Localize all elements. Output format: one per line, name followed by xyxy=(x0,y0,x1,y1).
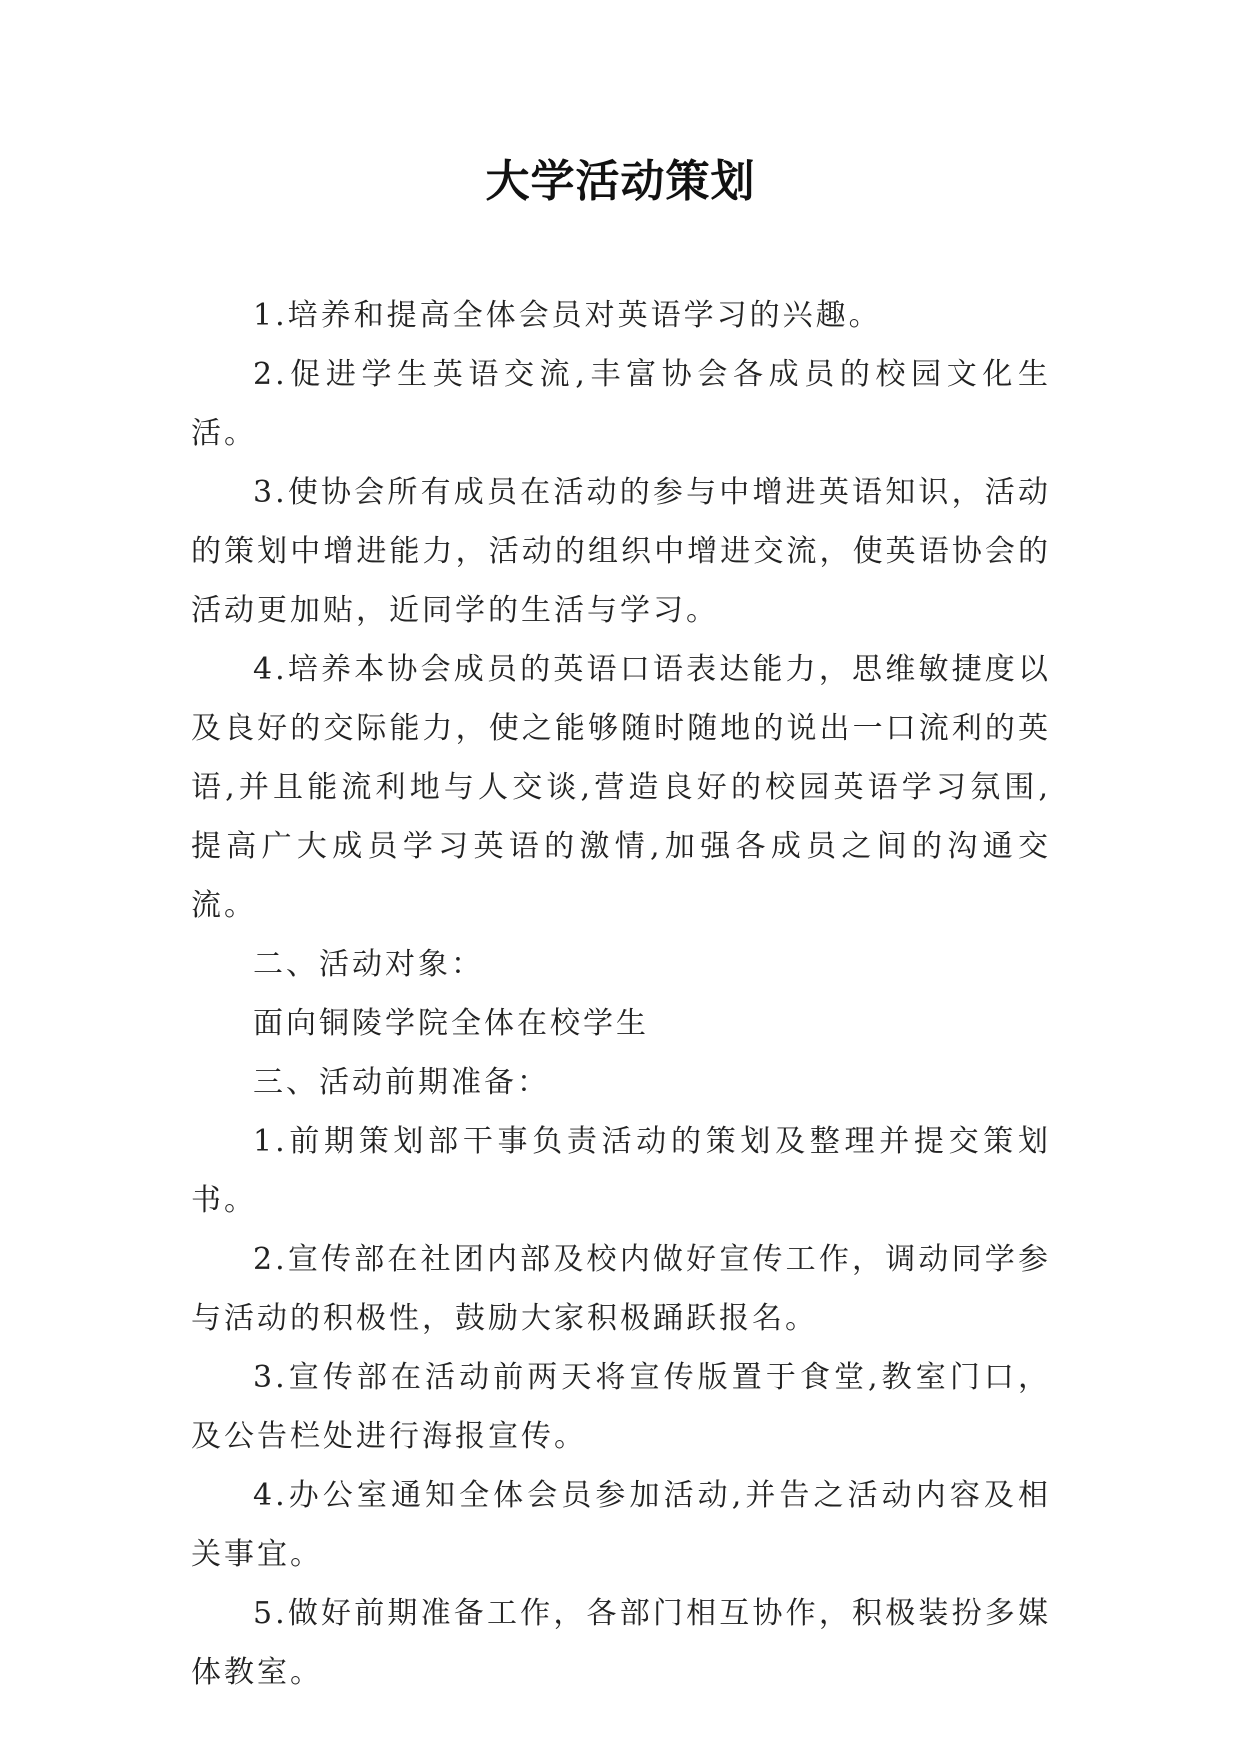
paragraph-goal-1: 1.培养和提高全体会员对英语学习的兴趣。 xyxy=(253,298,882,333)
paragraph-prep-5: 5.做好前期准备工作，各部门相互协作，积极装扮多媒体教室。 xyxy=(191,1596,1051,1690)
paragraph-goal-2: 2.促进学生英语交流,丰富协会各成员的校园文化生活。 xyxy=(191,357,1051,451)
paragraph-goal-4: 4.培养本协会成员的英语口语表达能力，思维敏捷度以及良好的交际能力，使之能够随时随地的说出一口流利的英语,并且能流利地与人交谈,营造良好的校园英语学习氛围,提高广大成员学习英语的激情,加强各成员之间的沟通交流。 xyxy=(191,652,1051,923)
section-heading-preparation: 三、活动前期准备： xyxy=(253,1065,550,1100)
section-heading-target: 二、活动对象： xyxy=(253,947,484,982)
document-body xyxy=(191,286,1051,1702)
paragraph-goal-3: 3.使协会所有成员在活动的参与中增进英语知识，活动的策划中增进能力，活动的组织中增进交流，使英语协会的活动更加贴，近同学的生活与学习。 xyxy=(191,475,1051,628)
paragraph-prep-2: 2.宣传部在社团内部及校内做好宣传工作，调动同学参与活动的积极性，鼓励大家积极踊跃报名。 xyxy=(191,1242,1051,1336)
paragraph-prep-1: 1.前期策划部干事负责活动的策划及整理并提交策划书。 xyxy=(191,1124,1051,1218)
paragraph-prep-4: 4.办公室通知全体会员参加活动,并告之活动内容及相关事宜。 xyxy=(191,1478,1051,1572)
paragraph-prep-3: 3.宣传部在活动前两天将宣传版置于食堂,教室门口，及公告栏处进行海报宣传。 xyxy=(191,1360,1051,1454)
paragraph-target: 面向铜陵学院全体在校学生 xyxy=(253,1006,649,1041)
document-title: 大学活动策划 xyxy=(485,156,756,207)
